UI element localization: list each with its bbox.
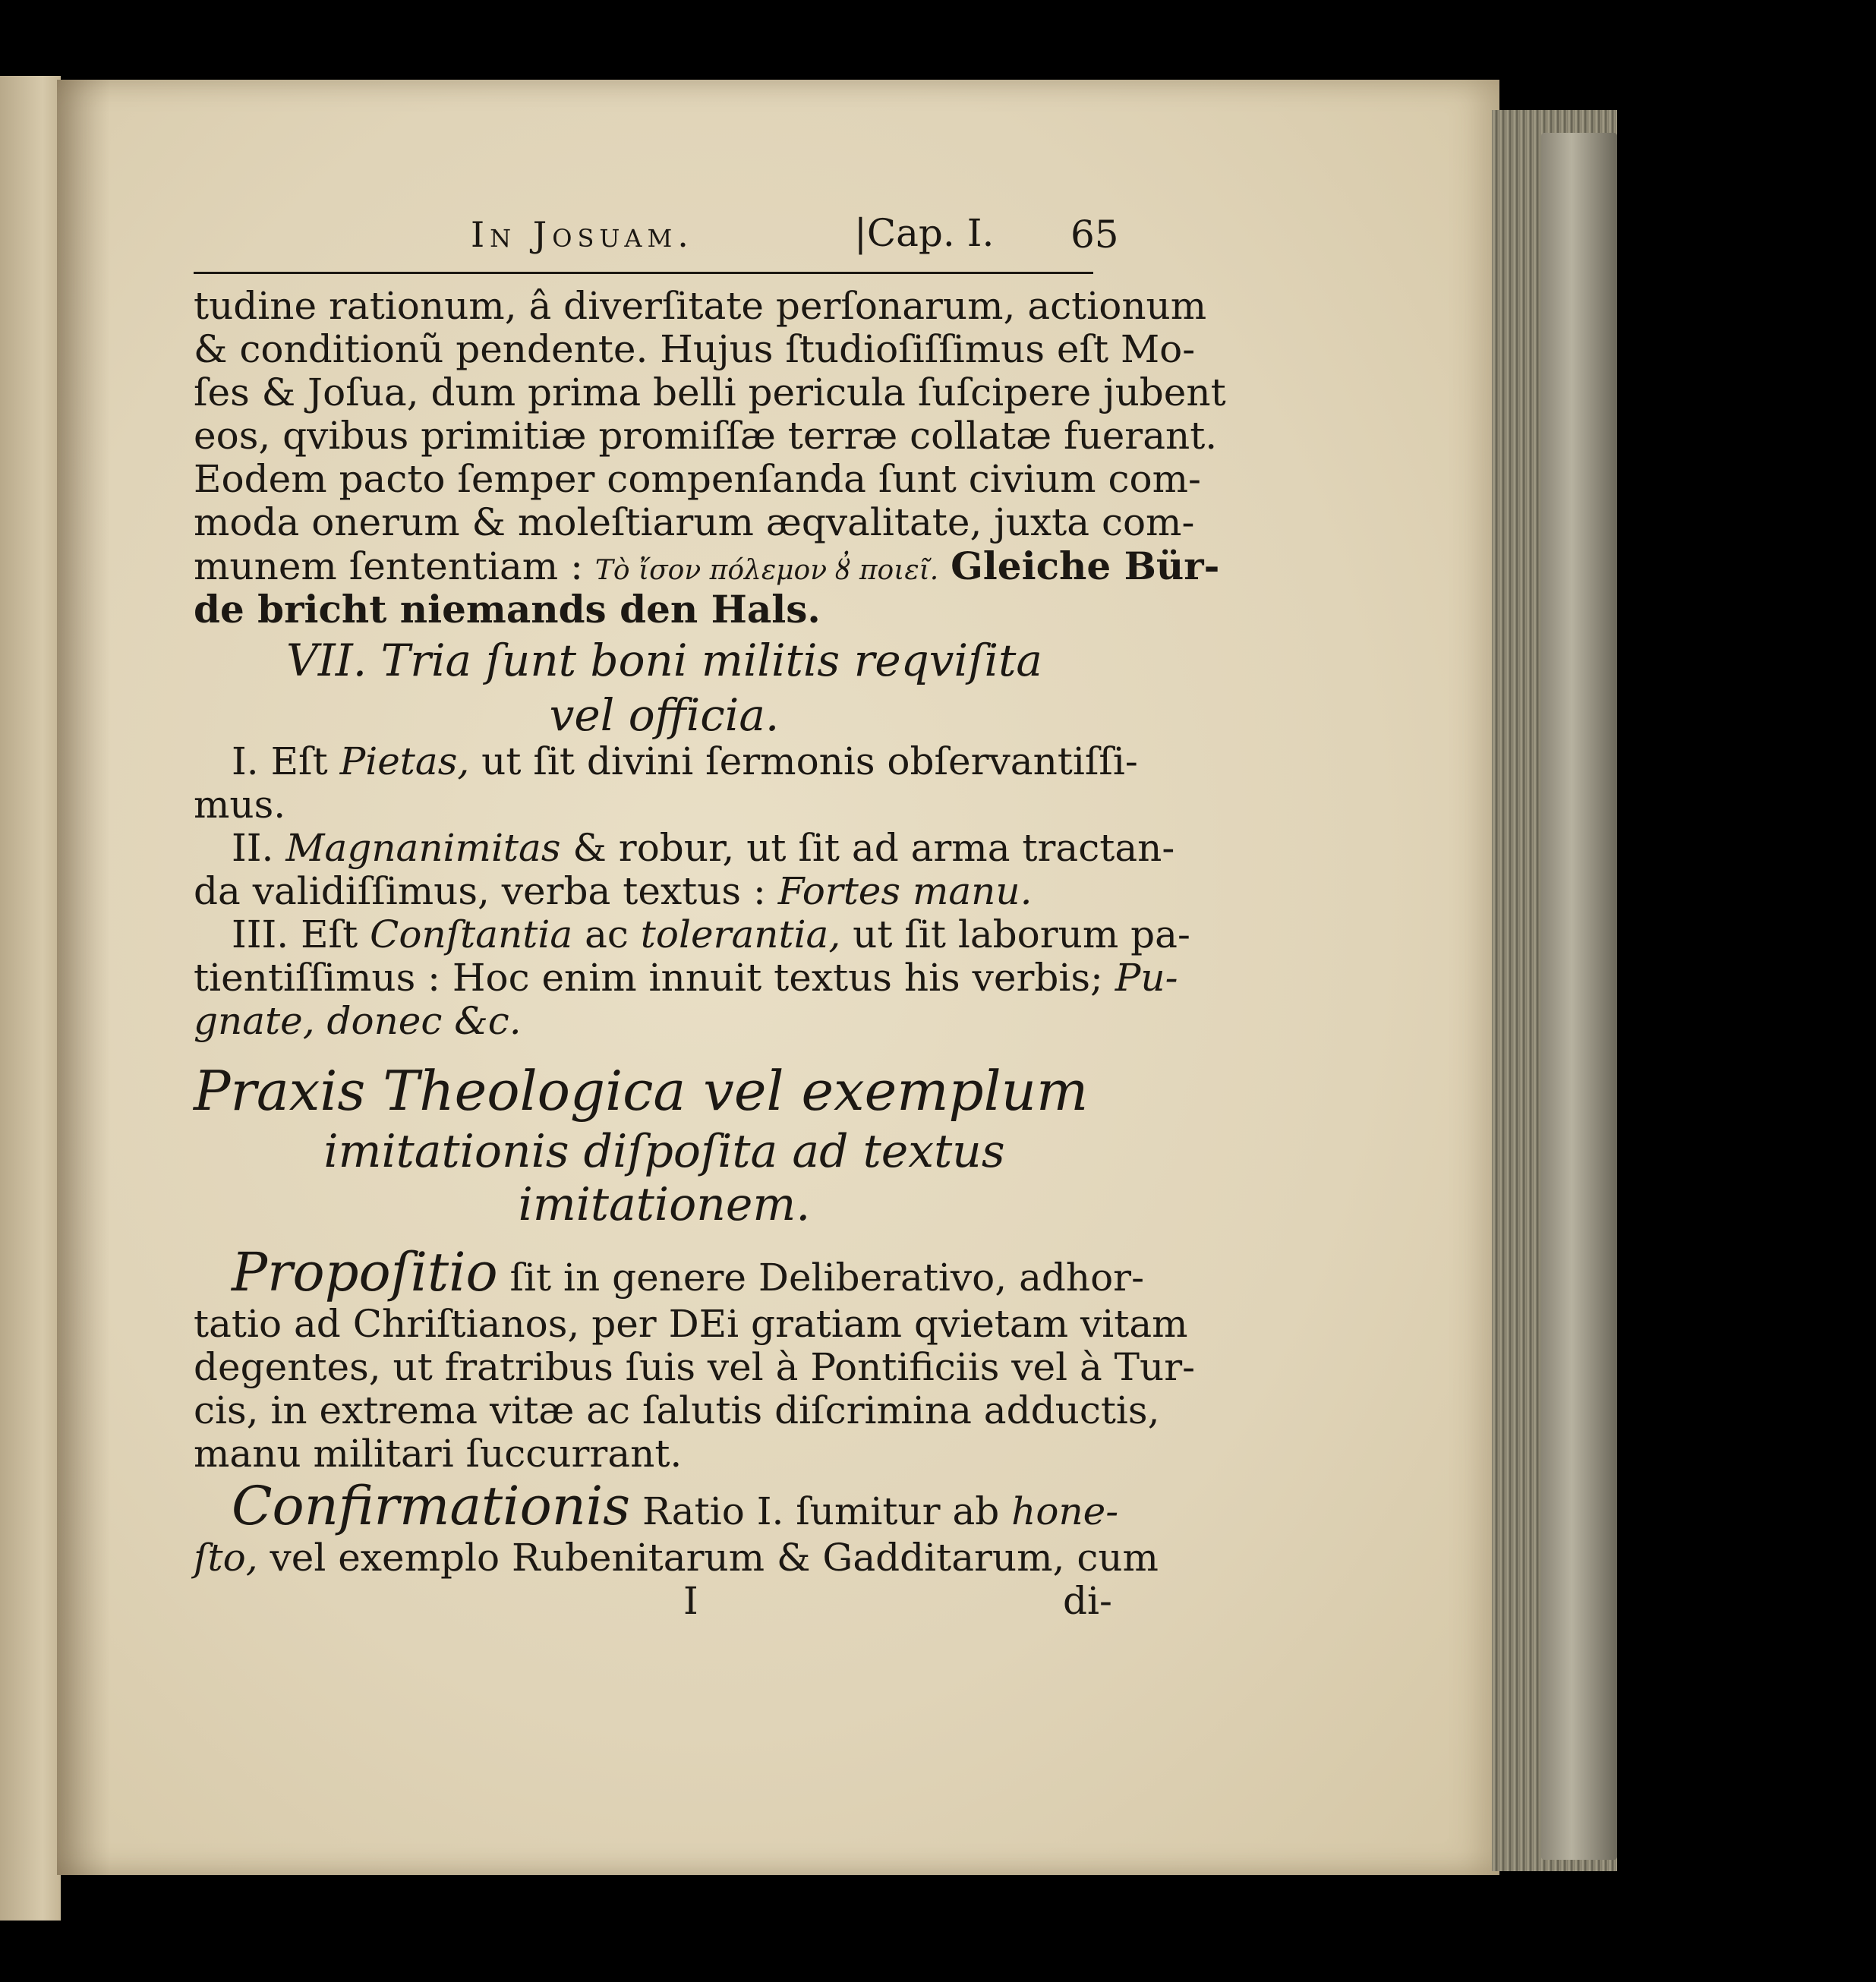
praxis-heading: Praxis Theologica vel exemplum <box>194 1059 1089 1123</box>
text-line: manu militari ſuccurrant. <box>194 1432 683 1476</box>
praxis-heading-cont: imitationis diſpoſita ad textus <box>323 1125 1005 1178</box>
german-proverb-cont: de bricht niemands den Hals. <box>194 587 821 632</box>
page-body <box>194 284 1226 1623</box>
text-line: ſes & Joſua, dum prima belli pericula ſuſcipere jubent <box>194 370 1226 414</box>
text-line: cis, in extrema vitæ ac ſalutis diſcrimina adductis, <box>194 1388 1160 1432</box>
spacer <box>194 1231 1135 1242</box>
praxis-heading-cont: imitationem. <box>518 1178 811 1231</box>
propositio-first-line <box>194 1241 1144 1303</box>
text-line: moda onerum & moleſtiarum æqvalitate, juxta com- <box>194 500 1195 544</box>
text-line: tatio ad Chriſtianos, per DEi gratiam qvietam vitam <box>194 1302 1188 1346</box>
item-text: tientiſſimus : Hoc enim innuit textus his verbis; <box>194 956 1103 1000</box>
running-head <box>194 205 1135 266</box>
item-quote: Pu- <box>1115 956 1178 1000</box>
item-text: Eſt <box>270 739 328 783</box>
gutter-shadow <box>57 80 110 1875</box>
item-text: & robur, ut ſit ad arma tractan- <box>572 826 1175 870</box>
confirmationis-term: hone- <box>1011 1489 1119 1533</box>
list-item-cont: gnate, donec &c. <box>194 999 522 1043</box>
text-line: Eodem pacto ſemper compenſanda ſunt civium com- <box>194 457 1201 501</box>
text-line: eos, qvibus primitiæ promiſſæ terræ collatæ fuerant. <box>194 414 1218 458</box>
item-number: I. <box>232 739 259 783</box>
item-term: Magnanimitas <box>285 826 561 870</box>
item-text: ut ſit laborum pa- <box>853 912 1190 956</box>
text-line: tudine rationum, â diverſitate perſonarum, actionum <box>194 284 1207 328</box>
item-term: Conſtantia <box>370 912 573 956</box>
confirmationis-first-line <box>194 1476 1135 1536</box>
item-number: III. <box>232 912 289 956</box>
confirmationis-lead: Confirmationis <box>232 1475 631 1537</box>
list-item-cont <box>194 870 1135 913</box>
section-heading: VII. Tria ſunt boni militis reqviſita <box>286 635 1042 686</box>
confirmationis-text: vel exemplo Rubenitarum & Gadditarum, cum <box>270 1536 1159 1580</box>
list-item <box>194 739 1138 783</box>
list-item-cont <box>194 956 1178 1000</box>
text-line: degentes, ut fratribus ſuis vel à Pontificiis vel à Tur- <box>194 1345 1196 1389</box>
quote-intro: munem ſententiam : <box>194 544 583 588</box>
item-text: da validiſſimus, verba textus : <box>194 869 766 913</box>
chapter-label: |Cap. I. <box>854 211 995 255</box>
list-item <box>194 912 1190 956</box>
list-item-cont: mus. <box>194 783 286 827</box>
list-item <box>194 826 1175 870</box>
propositio-lead: Propoſitio <box>232 1241 498 1303</box>
item-term: Pietas, <box>339 739 470 783</box>
german-proverb: Gleiche Bür- <box>951 544 1220 588</box>
head-rule <box>194 272 1093 274</box>
item-text: ac <box>585 912 629 956</box>
page-number: 65 <box>1070 213 1119 257</box>
verso-page-edge <box>0 76 61 1921</box>
item-term: tolerantia, <box>640 912 841 956</box>
greek-proverb: Τὸ ἴσον πόλεμον ȣ̓ ποιεῖ. <box>594 555 939 586</box>
signature-mark: I <box>683 1579 698 1623</box>
propositio-text: ſit in genere Deliberativo, adhor- <box>509 1256 1144 1300</box>
confirmationis-term: ſto, <box>194 1536 258 1580</box>
catchword: di- <box>1063 1579 1112 1623</box>
text-line: & conditionũ pendente. Hujus ſtudioſiſſimus eſt Mo- <box>194 327 1196 371</box>
confirmationis-text: Ratio I. ſumitur ab <box>642 1489 1000 1533</box>
running-title: In Josuam. <box>471 214 694 255</box>
book-cover-edge <box>1541 133 1617 1860</box>
quote-line <box>194 544 1220 588</box>
item-text: ut ſit divini ſermonis obſervantiſſi- <box>481 739 1138 783</box>
item-text: Eſt <box>301 912 358 956</box>
item-quote: Fortes manu. <box>777 869 1033 913</box>
item-number: II. <box>232 826 274 870</box>
section-heading-cont: vel officia. <box>549 689 780 741</box>
text-line <box>194 1536 1159 1580</box>
page-footer <box>194 1580 1135 1623</box>
